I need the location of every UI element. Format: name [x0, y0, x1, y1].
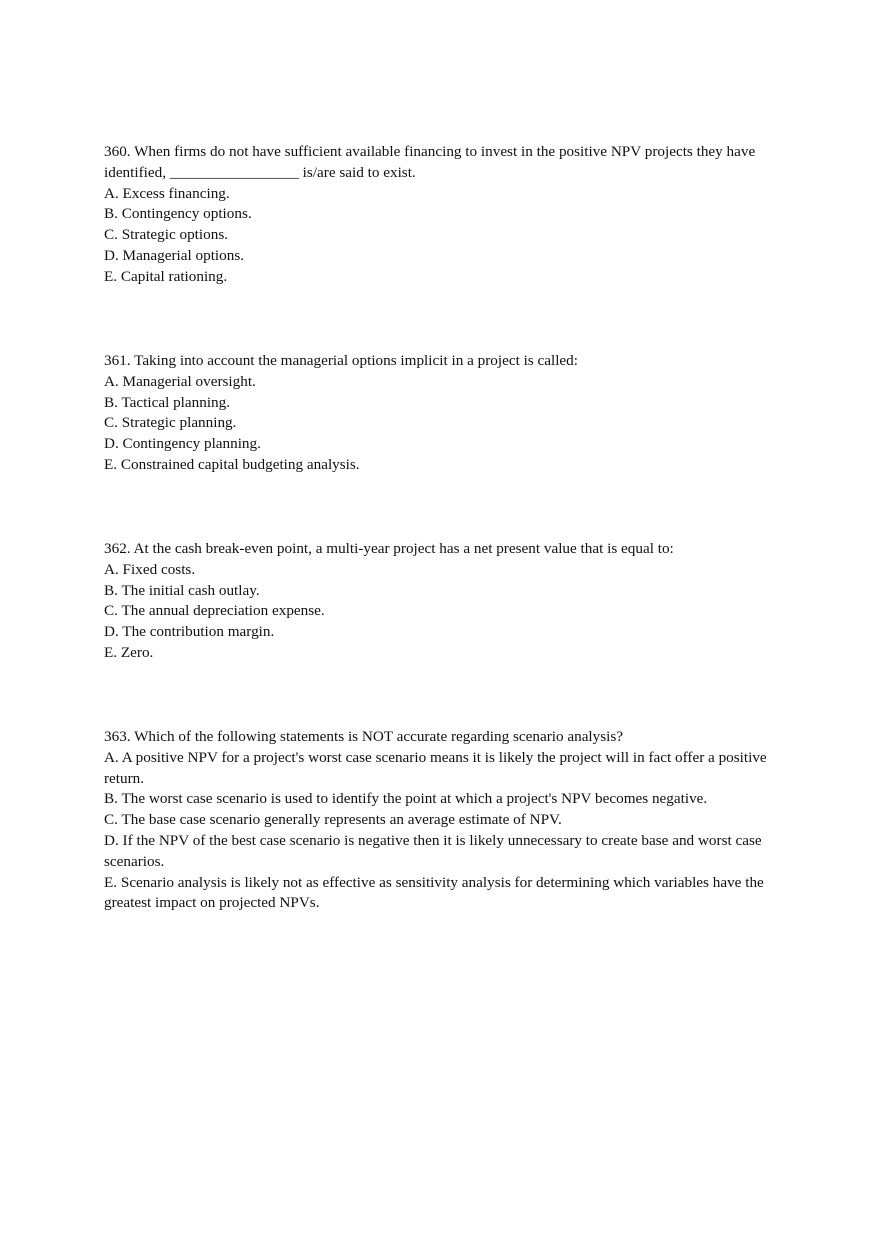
option-e: E. Capital rationing.	[104, 267, 228, 285]
option-d: D. If the NPV of the best case scenario is negative then it is likely unnecessary to create base and worst case scenarios.	[104, 831, 762, 870]
option-b: B. The initial cash outlay.	[104, 581, 260, 599]
question-361	[104, 351, 774, 476]
option-d: D. The contribution margin.	[104, 623, 275, 641]
question-stem: 363. Which of the following statements is NOT accurate regarding scenario analysis?	[104, 728, 624, 745]
option-e: E. Constrained capital budgeting analysis.	[104, 455, 360, 473]
option-c: C. The annual depreciation expense.	[104, 602, 325, 620]
option-d: D. Contingency planning.	[104, 435, 261, 453]
question-360	[104, 142, 774, 288]
option-a: A. A positive NPV for a project's worst case scenario means it is likely the project will in fact offer a positive return.	[104, 748, 767, 787]
question-stem: 362. At the cash break-even point, a multi-year project has a net present value that is equal to:	[104, 540, 674, 557]
question-362	[104, 539, 774, 664]
option-c: C. The base case scenario generally represents an average estimate of NPV.	[104, 811, 562, 829]
option-d: D. Managerial options.	[104, 246, 245, 264]
option-c: C. Strategic planning.	[104, 414, 237, 432]
option-b: B. Tactical planning.	[104, 393, 231, 411]
option-b: B. Contingency options.	[104, 205, 252, 223]
question-stem: 361. Taking into account the managerial options implicit in a project is called:	[104, 352, 578, 369]
option-e: E. Zero.	[104, 643, 154, 661]
option-c: C. Strategic options.	[104, 226, 229, 244]
question-363	[104, 727, 774, 914]
option-e: E. Scenario analysis is likely not as effective as sensitivity analysis for determining which variables have the greatest impact on projected NPVs.	[104, 873, 764, 912]
option-a: A. Managerial oversight.	[104, 372, 256, 390]
question-stem: 360. When firms do not have sufficient available financing to invest in the positive NPV projects they have identified, _________________ is/are said to exist.	[104, 143, 756, 181]
option-b: B. The worst case scenario is used to identify the point at which a project's NPV becomes negative.	[104, 790, 708, 808]
option-a: A. Excess financing.	[104, 184, 230, 202]
option-a: A. Fixed costs.	[104, 560, 196, 578]
